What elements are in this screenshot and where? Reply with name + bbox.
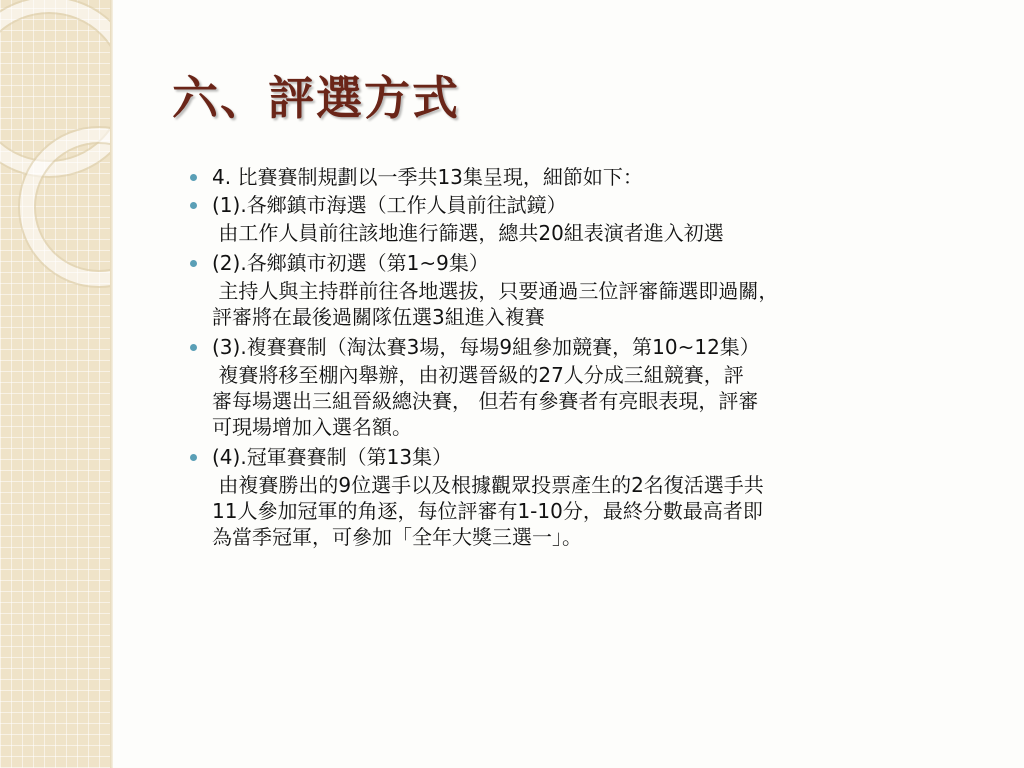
bullet-text: (3).複賽賽制（淘汰賽3場，每場9組參加競賽，第10~12集） — [212, 335, 760, 359]
bullet-dot-icon — [190, 260, 197, 267]
bullet-text: 4. 比賽賽制規劃以一季共13集呈現，細節如下： — [212, 165, 643, 189]
detail-line: 由工作人員前往該地進行篩選，總共20組表演者進入初選 — [212, 221, 724, 245]
detail-line: 審每場選出三組晉級總決賽， 但若有參賽者有亮眼表現，評審 — [212, 389, 759, 413]
detail-line: 複賽將移至棚內舉辦，由初選晉級的27人分成三組競賽，評 — [212, 363, 744, 387]
bullet-dot-icon — [190, 174, 197, 181]
bullet-detail — [190, 472, 1020, 550]
bullet-detail — [190, 278, 1020, 330]
detail-line: 為當季冠軍，可參加「全年大獎三選一」。 — [212, 525, 582, 549]
decorative-sidebar — [0, 0, 112, 768]
detail-line: 11人參加冠軍的角逐，每位評審有1-10分，最終分數最高者即 — [212, 499, 763, 523]
bullet-dot-icon — [190, 454, 197, 461]
sidebar-edge — [110, 0, 113, 768]
bullet-detail — [190, 220, 1020, 246]
bullet-item — [190, 334, 1020, 360]
bullet-detail — [190, 362, 1020, 440]
bullet-item — [190, 192, 1020, 218]
detail-line: 主持人與主持群前往各地選拔，只要通過三位評審篩選即過關， — [212, 279, 779, 303]
detail-line: 可現場增加入選名額。 — [212, 415, 412, 439]
bullet-text: (2).各鄉鎮市初選（第1~9集） — [212, 251, 489, 275]
slide-content — [190, 164, 1020, 554]
detail-line: 由複賽勝出的9位選手以及根據觀眾投票產生的2名復活選手共 — [212, 473, 764, 497]
bullet-text: (4).冠軍賽賽制（第13集） — [212, 445, 453, 469]
bullet-dot-icon — [190, 344, 197, 351]
bullet-text: (1).各鄉鎮市海選（工作人員前往試鏡） — [212, 193, 567, 217]
bullet-item — [190, 250, 1020, 276]
slide-title: 六、評選方式 — [172, 71, 460, 125]
bullet-item — [190, 164, 1020, 190]
detail-line: 評審將在最後過關隊伍選3組進入複賽 — [212, 305, 545, 329]
bullet-item — [190, 444, 1020, 470]
bullet-dot-icon — [190, 202, 197, 209]
